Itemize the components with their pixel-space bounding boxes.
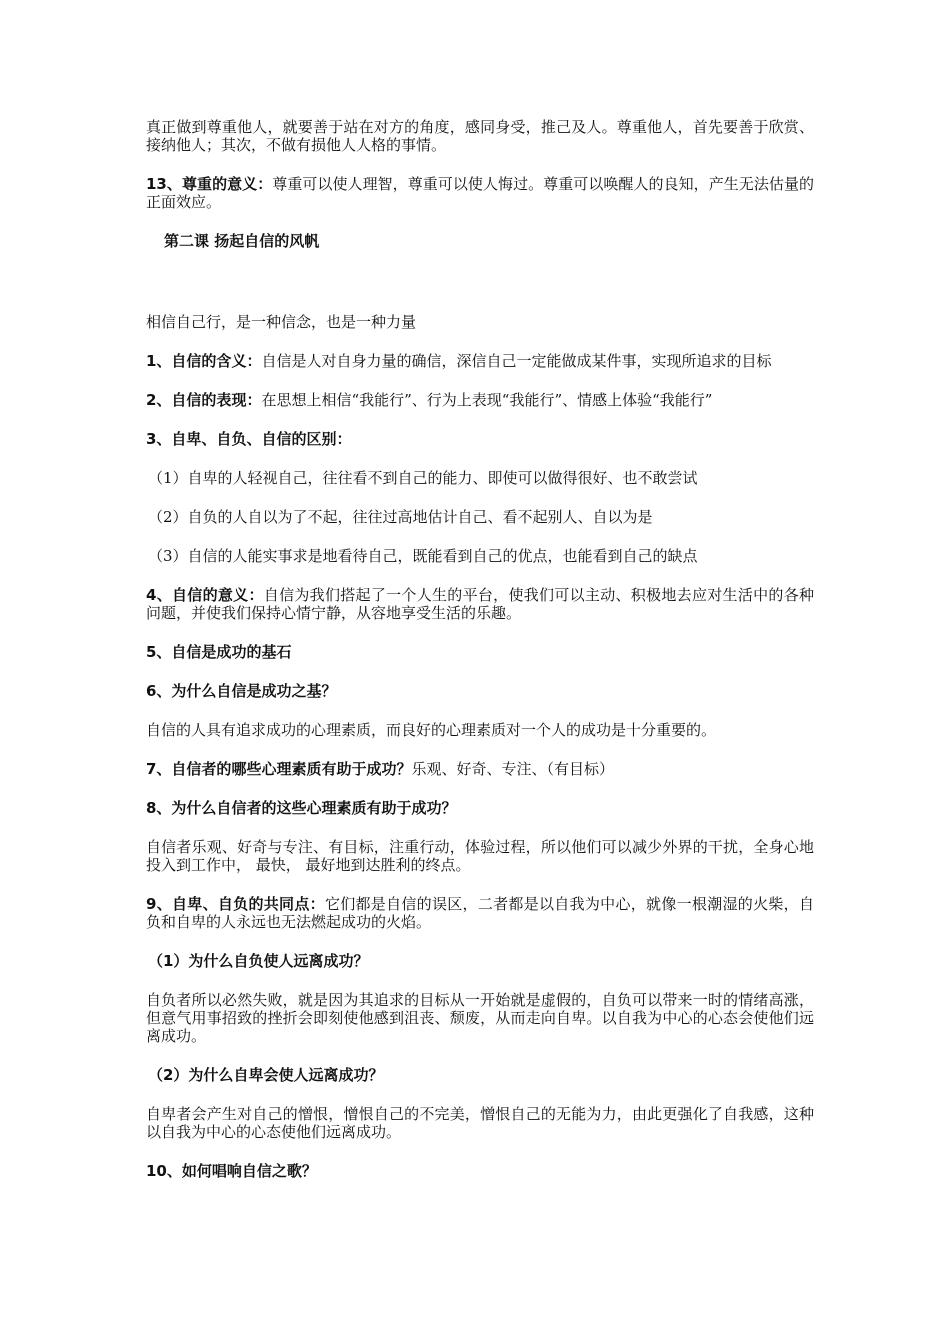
paragraph-why-inferiority-answer: [146, 1105, 814, 1141]
paragraph-why-inferiority-heading: [146, 1066, 814, 1084]
paragraph-respect-meaning: [146, 175, 814, 211]
paragraph-heading: 2、自信的表现：: [146, 391, 262, 409]
paragraph-why-foundation: [146, 682, 814, 700]
paragraph-why-qualities-answer: [146, 838, 814, 874]
paragraph-heading: 6、为什么自信是成功之基？: [146, 682, 337, 700]
document-page: [146, 118, 814, 1201]
paragraph-confidence-definition: [146, 352, 814, 370]
paragraph-heading: 9、自卑、自负的共同点：: [146, 895, 325, 913]
list-item-inferiority: [146, 469, 814, 487]
paragraph-text: 自信者乐观、好奇与专注、有目标，注重行动，体验过程，所以他们可以减少外界的干扰，全身心地投入到工作中， 最快， 最好地到达胜利的终点。: [146, 838, 814, 874]
paragraph-text: 自负者所以必然失败，就是因为其追求的目标从一开始就是虚假的，自负可以带来一时的情绪高涨，但意气用事招致的挫折会即刻使他感到沮丧、颓废，从而走向自卑。以自我为中心的心态会使他们远离成功。: [146, 991, 814, 1045]
lesson-title: [146, 232, 814, 250]
paragraph-how-to-sing: [146, 1162, 814, 1180]
paragraph-why-foundation-answer: [146, 721, 814, 739]
paragraph-heading: （2）为什么自卑会使人远离成功？: [148, 1066, 384, 1084]
paragraph-confidence-meaning: [146, 586, 814, 622]
paragraph-text: 自卑者会产生对自己的憎恨，憎恨自己的不完美，憎恨自己的无能为力，由此更强化了自我感，这种以自我为中心的心态使他们远离成功。: [146, 1105, 814, 1141]
paragraph-differences-heading: [146, 430, 814, 448]
paragraph-heading: （1）为什么自负使人远离成功？: [148, 952, 369, 970]
list-item-text: （2）自负的人自以为了不起，往往过高地估计自己、看不起别人、自以为是: [148, 508, 653, 526]
paragraph-confidence-expression: [146, 391, 814, 409]
list-item-text: （1）自卑的人轻视自己，往往看不到自己的能力、即使可以做得很好、也不敢尝试: [148, 469, 698, 487]
paragraph-text: 自信是人对自身力量的确信，深信自己一定能做成某件事，实现所追求的目标: [261, 352, 772, 370]
paragraph-intro: [146, 313, 814, 331]
paragraph-heading: 4、自信的意义：: [146, 586, 264, 604]
paragraph-text: 真正做到尊重他人，就要善于站在对方的角度，感同身受，推己及人。尊重他人，首先要善于欣赏、接纳他人；其次，不做有损他人人格的事情。: [146, 118, 814, 154]
paragraph-heading: 7、自信者的哪些心理素质有助于成功？: [146, 760, 412, 778]
paragraph-psych-qualities: [146, 760, 814, 778]
paragraph-heading: 13、尊重的意义：: [146, 175, 273, 193]
paragraph-common-points: [146, 895, 814, 931]
paragraph-heading: 5、自信是成功的基石: [146, 643, 292, 661]
paragraph-heading: 8、为什么自信者的这些心理素质有助于成功？: [146, 799, 457, 817]
paragraph-heading: 3、自卑、自负、自信的区别：: [146, 430, 352, 448]
list-item-text: （3）自信的人能实事求是地看待自己，既能看到自己的优点，也能看到自己的缺点: [148, 547, 698, 565]
lesson-title-text: 第二课 扬起自信的风帆: [164, 232, 320, 250]
paragraph-text: 它们都是自信的误区，二者都是以自我为中心，就像一根潮湿的火柴，自负和自卑的人永远也无法燃起成功的火焰。: [146, 895, 814, 931]
paragraph-why-conceit-answer: [146, 991, 814, 1045]
paragraph-cornerstone: [146, 643, 814, 661]
paragraph-heading: 10、如何唱响自信之歌？: [146, 1162, 317, 1180]
paragraph-text: 自信为我们搭起了一个人生的平台，使我们可以主动、积极地去应对生活中的各种问题，并使我们保持心情宁静，从容地享受生活的乐趣。: [146, 586, 814, 622]
paragraph-text: 乐观、好奇、专注、（有目标）: [411, 760, 614, 778]
paragraph-why-qualities: [146, 799, 814, 817]
paragraph-text: 自信的人具有追求成功的心理素质，而良好的心理素质对一个人的成功是十分重要的。: [146, 721, 717, 739]
paragraph-respect-others: [146, 118, 814, 154]
paragraph-text: 在思想上相信“我能行”、行为上表现“我能行”、情感上体验“我能行”: [261, 391, 713, 409]
paragraph-heading: 1、自信的含义：: [146, 352, 262, 370]
list-item-conceit: [146, 508, 814, 526]
list-item-confidence: [146, 547, 814, 565]
paragraph-why-conceit-heading: [146, 952, 814, 970]
paragraph-text: 尊重可以使人理智，尊重可以使人悔过。尊重可以唤醒人的良知，产生无法估量的正面效应。: [146, 175, 815, 211]
paragraph-text: 相信自己行，是一种信念，也是一种力量: [146, 313, 417, 331]
